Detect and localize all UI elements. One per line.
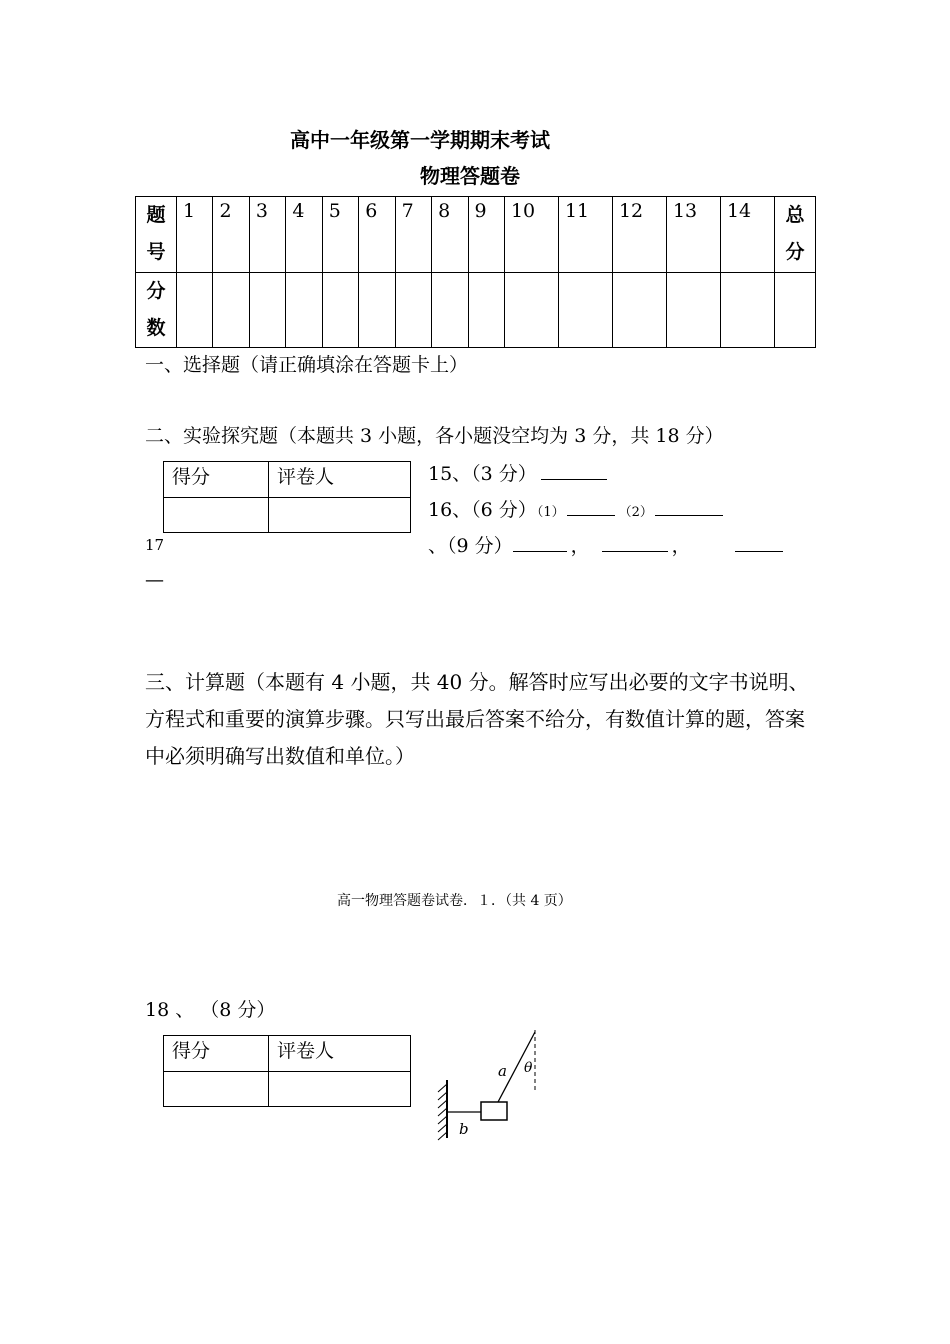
score-entry[interactable]: [164, 1071, 269, 1107]
score-table-row-numbers: [136, 197, 816, 273]
question-15: [428, 459, 607, 486]
section-1-heading: 一、选择题（请正确填涂在答题卡上）: [145, 354, 469, 376]
reviewer-label: 评卷人: [269, 1036, 411, 1072]
row-label-line: 分: [146, 279, 166, 302]
score-input-cell[interactable]: [504, 272, 558, 348]
question-number-cell: 4: [286, 197, 322, 273]
answer-blank-17-1[interactable]: [513, 533, 567, 552]
question-number-cell: 2: [213, 197, 249, 273]
label-b: b: [459, 1120, 469, 1138]
answer-blank-17-2[interactable]: [602, 533, 668, 552]
question-17-continuation: —: [145, 569, 164, 591]
question-17-number: 17: [145, 536, 165, 554]
question-number-cell: 9: [468, 197, 504, 273]
question-number-cell: 14: [720, 197, 774, 273]
question-number-cell: 12: [612, 197, 666, 273]
score-table-row-scores: [136, 272, 816, 348]
score-input-cell[interactable]: [468, 272, 504, 348]
page-footer: 高一物理答题卷试卷．１．（共 4 页）: [337, 893, 572, 909]
question-17: [428, 531, 783, 558]
label-a: a: [498, 1062, 507, 1080]
question-16-part1: （1）: [536, 505, 565, 520]
question-16-label: 16、（6 分）: [428, 499, 537, 521]
question-16: [428, 495, 723, 522]
score-label: 得分: [164, 1036, 269, 1072]
reviewer-entry[interactable]: [269, 1071, 411, 1107]
score-label: 得分: [164, 462, 269, 498]
score-input-cell[interactable]: [395, 272, 431, 348]
score-input-cell[interactable]: [177, 272, 213, 348]
question-15-label: 15、（3 分）: [428, 463, 537, 485]
physics-figure: [428, 1026, 548, 1148]
question-number-cell: 11: [558, 197, 612, 273]
question-18-label: 18 、 （8 分）: [145, 999, 276, 1021]
score-input-cell[interactable]: [612, 272, 666, 348]
question-17-sep2: ，: [671, 535, 691, 557]
score-input-cell[interactable]: [666, 272, 720, 348]
answer-blank-17-3[interactable]: [735, 533, 783, 552]
question-17-sep1: ，: [570, 535, 590, 557]
block: [481, 1102, 507, 1120]
score-input-cell[interactable]: [213, 272, 249, 348]
total-label-line: 总: [785, 204, 805, 226]
answer-blank-16-1[interactable]: [567, 497, 615, 516]
grader-box-section2: [163, 461, 411, 533]
row-label-line: 题: [146, 204, 166, 226]
score-input-cell[interactable]: [359, 272, 395, 348]
exam-subtitle: 物理答题卷: [420, 164, 520, 188]
section-2-heading: 二、实验探究题（本题共 3 小题，各小题没空均为 3 分，共 18 分）: [145, 425, 724, 447]
score-input-cell[interactable]: [286, 272, 322, 348]
question-number-cell: 5: [322, 197, 358, 273]
reviewer-label: 评卷人: [269, 462, 411, 498]
row-label-question-number: [136, 197, 177, 273]
score-input-cell[interactable]: [249, 272, 285, 348]
score-input-cell[interactable]: [432, 272, 468, 348]
grader-box-q18: [163, 1035, 411, 1107]
total-label-line: 分: [785, 241, 805, 263]
row-label-line: 数: [146, 316, 166, 339]
score-table: [135, 196, 816, 348]
reviewer-entry[interactable]: [269, 497, 411, 533]
wall: [438, 1080, 447, 1140]
question-number-cell: 6: [359, 197, 395, 273]
section-3-heading: 三、计算题（本题有 4 小题，共 40 分。解答时应写出必要的文字书说明、方程式和重要的演算步骤。只写出最后答案不给分，有数值计算的题，答案中必须明确写出数值和单位。）: [145, 670, 809, 768]
question-number-cell: 1: [177, 197, 213, 273]
score-input-cell[interactable]: [720, 272, 774, 348]
score-entry[interactable]: [164, 497, 269, 533]
question-16-part2: （2）: [618, 505, 653, 520]
score-input-cell[interactable]: [322, 272, 358, 348]
total-score-cell[interactable]: [775, 272, 816, 348]
question-number-cell: 3: [249, 197, 285, 273]
row-label-line: 号: [146, 241, 166, 263]
question-number-cell: 13: [666, 197, 720, 273]
row-label-score: [136, 272, 177, 348]
total-header-cell: [775, 197, 816, 273]
question-number-cell: 10: [504, 197, 558, 273]
question-number-cell: 7: [395, 197, 431, 273]
score-input-cell[interactable]: [558, 272, 612, 348]
answer-blank-16-2[interactable]: [655, 497, 723, 516]
label-theta: θ: [524, 1060, 533, 1076]
answer-blank-15[interactable]: [541, 461, 607, 480]
question-number-cell: 8: [432, 197, 468, 273]
exam-title: 高中一年级第一学期期末考试: [290, 128, 550, 152]
question-17-label: 、（9 分）: [428, 535, 513, 557]
